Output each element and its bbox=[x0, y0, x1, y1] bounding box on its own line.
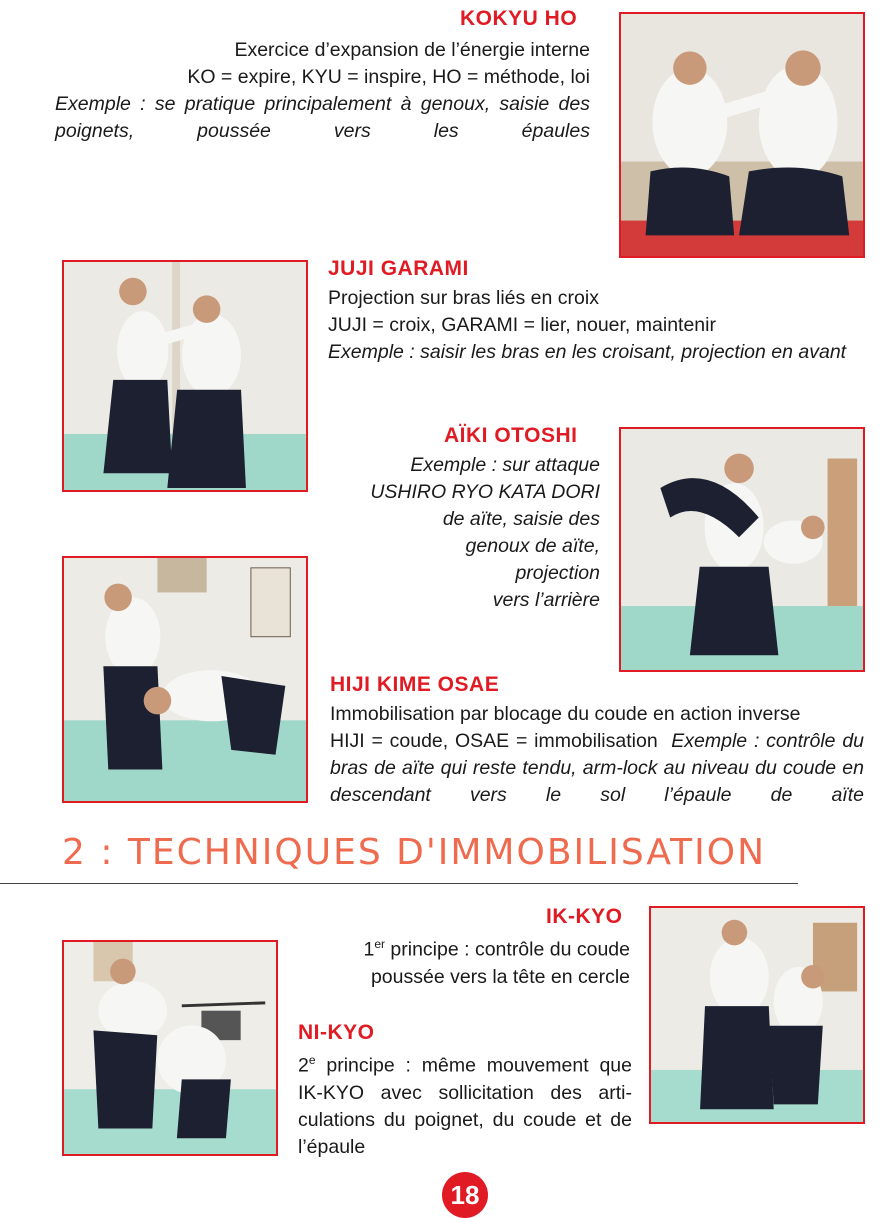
aiki-otoshi-photo bbox=[619, 427, 865, 672]
hiji-kime-osae-body bbox=[330, 728, 864, 809]
ikkyo-standing-photo-image bbox=[651, 908, 863, 1122]
aiki-otoshi-line: genoux de aïte, bbox=[465, 535, 600, 557]
ni-kyo-text bbox=[298, 1047, 632, 1161]
juji-garami-example: Exemple : saisir les bras en les croisant, projection en avant bbox=[328, 341, 847, 363]
ni-kyo-title: NI-KYO bbox=[298, 1021, 375, 1044]
kokyu-ho-example: Exemple : se pratique principalement à genoux, saisie des poignets, poussée vers les épaules bbox=[55, 93, 590, 142]
nikyo-kneeling-photo-image bbox=[64, 942, 276, 1154]
ni-kyo-photo bbox=[62, 940, 278, 1156]
kokyu-ho-title: KOKYU HO bbox=[460, 7, 578, 30]
ni-kyo-text-body: principe : même mouvement que IK-KYO avec sollicitation des arti-culations du poignet, du coude et de l’épaule bbox=[298, 1054, 632, 1158]
aiki-otoshi-line: projection bbox=[515, 562, 600, 584]
aiki-otoshi-line: vers l’arrière bbox=[492, 589, 600, 611]
hiji-kime-osae-photo bbox=[62, 556, 308, 803]
backward-drop-photo-image bbox=[621, 429, 863, 670]
ik-kyo-line2: poussée vers la tête en cercle bbox=[370, 965, 630, 988]
aiki-otoshi-line: de aïte, saisie des bbox=[442, 508, 600, 530]
juji-garami-text bbox=[328, 285, 863, 366]
hiji-kime-osae-title: HIJI KIME OSAE bbox=[330, 673, 500, 696]
aiki-otoshi-line: USHIRO RYO KATA DORI bbox=[370, 481, 600, 503]
kokyu-ho-text bbox=[55, 37, 590, 145]
juji-garami-line2: JUJI = croix, GARAMI = lier, nouer, maintenir bbox=[328, 314, 716, 336]
kokyu-ho-line1: Exercice d’expansion de l’énergie interne bbox=[234, 39, 590, 61]
kokyu-ho-photo bbox=[619, 12, 865, 258]
elbow-lock-photo-image bbox=[64, 558, 306, 801]
hiji-kime-osae-line1: Immobilisation par blocage du coude en action inverse bbox=[330, 703, 801, 725]
ik-kyo-ordinal-sup: er bbox=[374, 937, 385, 951]
page-number: 18 bbox=[442, 1172, 488, 1218]
hiji-kime-osae-line2: HIJI = coude, OSAE = immobilisation bbox=[330, 730, 658, 752]
juji-garami-photo bbox=[62, 260, 308, 492]
section-divider bbox=[0, 883, 798, 884]
ni-kyo-ordinal-sup: e bbox=[308, 1053, 316, 1067]
juji-garami-title: JUJI GARAMI bbox=[328, 257, 469, 280]
hiji-kime-osae-text bbox=[330, 701, 864, 809]
aiki-otoshi-line: Exemple : sur attaque bbox=[410, 454, 600, 476]
section-title: 2 : TECHNIQUES D'IMMOBILISATION bbox=[62, 832, 767, 873]
juji-garami-line1: Projection sur bras liés en croix bbox=[328, 287, 599, 309]
ik-kyo-line1-text: principe : contrôle du coude bbox=[385, 938, 630, 961]
aiki-otoshi-title: AÏKI OTOSHI bbox=[444, 424, 578, 447]
ni-kyo-body bbox=[298, 1047, 632, 1161]
kokyu-ho-line2: KO = expire, KYU = inspire, HO = méthode, loi bbox=[187, 66, 590, 88]
hiji-kime-osae-example: Exemple : contrôle du bras de aïte qui reste tendu, arm-lock au niveau du coude en descendant vers le sol l’épaule de aïte bbox=[330, 730, 865, 806]
ik-kyo-photo bbox=[649, 906, 865, 1124]
ik-kyo-line1 bbox=[290, 931, 630, 964]
ik-kyo-ordinal: 1 bbox=[363, 938, 375, 961]
ik-kyo-text bbox=[290, 931, 630, 991]
kneeling-pair-photo-image bbox=[621, 14, 863, 256]
ni-kyo-ordinal: 2 bbox=[298, 1054, 309, 1077]
aiki-otoshi-text bbox=[340, 452, 600, 614]
ik-kyo-title: IK-KYO bbox=[546, 905, 623, 928]
crossed-arms-throw-photo-image bbox=[64, 262, 306, 490]
